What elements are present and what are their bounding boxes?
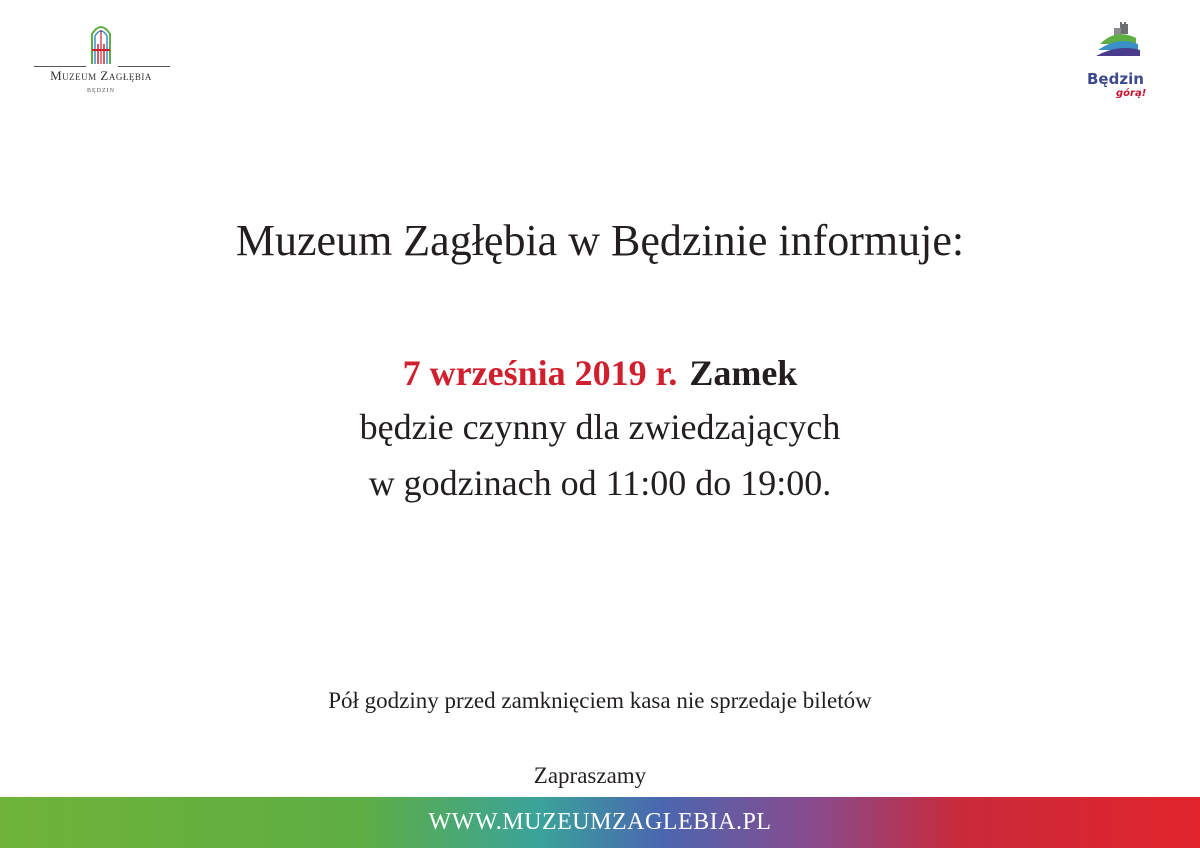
footer-gradient-bar: [0, 797, 1200, 848]
city-logo: [1082, 22, 1152, 102]
notice-date-line: [0, 352, 1200, 394]
footer-website-link[interactable]: WWW.MUZEUMZAGLEBIA.PL: [428, 809, 772, 835]
notice-date: 7 września 2019 r.: [402, 353, 678, 393]
city-logo-tagline: górą!: [1116, 88, 1147, 99]
museum-emblem-icon: [90, 20, 112, 64]
notice-open-line: będzie czynny dla zwiedzających: [359, 407, 841, 447]
museum-logo: [26, 18, 176, 98]
logo-rule-left: [34, 66, 86, 67]
city-logo-name: Będzin: [1087, 70, 1144, 88]
museum-logo-city: BĘDZIN: [87, 88, 115, 94]
notice-place: Zamek: [689, 353, 798, 393]
invitation-text: Zapraszamy: [533, 763, 647, 788]
ticket-office-note: Pół godziny przed zamknięciem kasa nie sprzedaje biletów: [328, 688, 872, 713]
logo-rule-right: [118, 66, 170, 67]
notice-heading: Muzeum Zagłębia w Będzinie informuje:: [235, 216, 965, 265]
castle-hill-icon: [1096, 22, 1140, 58]
museum-logo-name: Muzeum Zagłębia: [50, 68, 152, 83]
notice-hours-line: w godzinach od 11:00 do 19:00.: [368, 463, 832, 503]
